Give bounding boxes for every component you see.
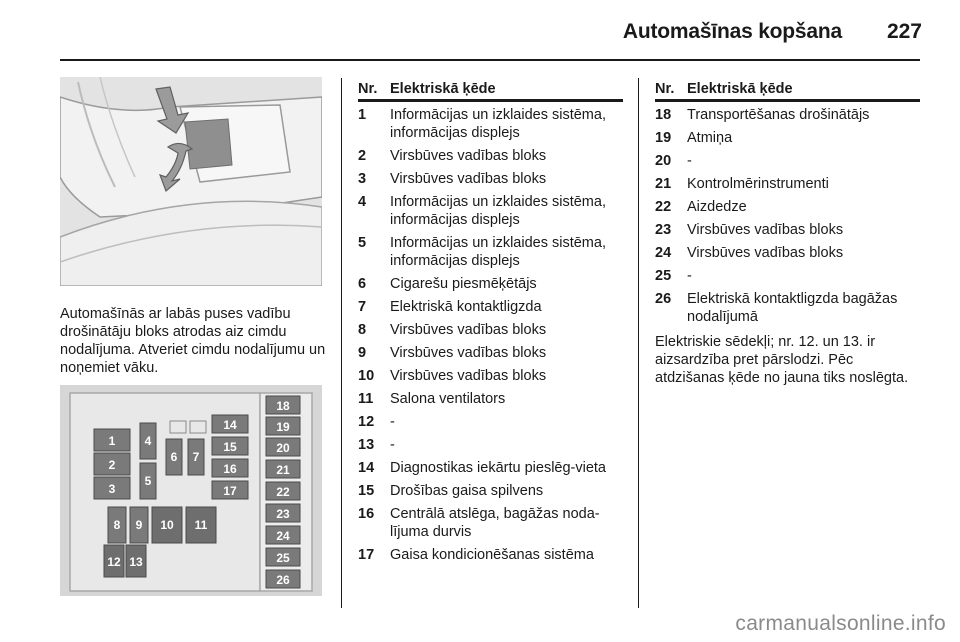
fuse-label: 19	[276, 420, 290, 434]
fuse-22	[266, 482, 300, 500]
fuse-number: 24	[655, 245, 672, 261]
caption-text: Automašīnās ar labās puses vadību drošinātāju bloks atrodas aiz cimdu nodalījuma. Atveriet cimdu nodalījumu un noņemiet vāku.	[60, 306, 326, 376]
fuse-number: 14	[358, 460, 375, 476]
circuit-description: Elektriskā kontaktligzda bagāžas nodalījumā	[687, 291, 898, 325]
table-row	[358, 106, 623, 142]
circuit-description: Virsbūves vadības bloks	[687, 245, 844, 261]
table-row	[655, 290, 920, 326]
fuse-label: 16	[223, 462, 237, 476]
header-rule	[60, 59, 920, 61]
fuse-10	[152, 507, 182, 543]
col-nr-header: Nr.	[358, 81, 378, 97]
fuse-12	[104, 545, 124, 577]
fuse-label: 21	[276, 463, 290, 477]
table-row	[358, 321, 623, 339]
fuse-number: 9	[358, 345, 367, 361]
circuit-description: Virsbūves vadības bloks	[390, 171, 547, 187]
circuit-description: -	[687, 268, 692, 284]
table-row	[358, 234, 623, 270]
fuse-number: 2	[358, 148, 367, 164]
table-row	[655, 198, 920, 216]
table-row	[358, 147, 623, 165]
table-row	[655, 152, 920, 170]
fuse-label: 24	[276, 529, 290, 543]
fuse-number: 20	[655, 153, 672, 169]
fuse-number: 5	[358, 235, 367, 251]
circuit-description: Drošības gaisa spilvens	[390, 483, 544, 499]
circuit-description: -	[390, 437, 395, 453]
fuse-23	[266, 504, 300, 522]
fuse-number: 23	[655, 222, 672, 238]
fuse-label: 15	[223, 440, 237, 454]
circuit-description: Gaisa kondicionēšanas sistēma	[390, 547, 594, 563]
fuse-17	[212, 481, 248, 499]
table-row	[358, 298, 623, 316]
circuit-description: Aizdedze	[687, 199, 747, 215]
fuse-number: 4	[358, 194, 367, 210]
fuse-number: 21	[655, 176, 672, 192]
fuse-26	[266, 570, 300, 588]
fuse-number: 8	[358, 322, 367, 338]
table-row	[358, 459, 623, 477]
fuse-8	[108, 507, 126, 543]
circuit-description: Informācijas un izklaides sistēma, informācijas displejs	[390, 194, 606, 228]
fuse-label: 20	[276, 441, 290, 455]
circuit-description: Kontrolmērinstrumenti	[687, 176, 829, 192]
table-row	[655, 129, 920, 147]
circuit-description: Diagnostikas iekārtu pieslēg-vieta	[390, 460, 606, 476]
circuit-description: -	[390, 414, 395, 430]
fuse-number: 13	[358, 437, 375, 453]
fuse-number: 7	[358, 299, 367, 315]
fuse-label: 8	[113, 518, 121, 532]
fuse-number: 26	[655, 291, 672, 307]
fuse-25	[266, 548, 300, 566]
fuse-number: 19	[655, 130, 672, 146]
table-row	[358, 546, 623, 564]
table-row	[358, 367, 623, 385]
circuit-description: Transportēšanas drošinātājs	[687, 107, 870, 123]
fuse-label: 9	[135, 518, 143, 532]
fuse-label: 10	[160, 518, 174, 532]
note-text: Elektriskie sēdekļi; nr. 12. un 13. ir aizsardzība pret pārslodzi. Pēc atdzišanas ķēde no jauna tiks noslēgta.	[655, 334, 909, 386]
circuit-description: Virsbūves vadības bloks	[390, 322, 547, 338]
table-row	[358, 344, 623, 362]
fuse-11	[186, 507, 216, 543]
fuse-label: 17	[223, 484, 237, 498]
table-row	[358, 275, 623, 293]
col-nr-header: Nr.	[655, 81, 675, 97]
fuse-label: 13	[129, 555, 143, 569]
table-row	[655, 221, 920, 239]
table-row	[358, 482, 623, 500]
fuse-label: 1	[108, 434, 116, 448]
fuse-number: 16	[358, 506, 375, 522]
fuse-2	[94, 453, 130, 475]
fuse-label: 7	[192, 450, 200, 464]
watermark: carmanualsonline.info	[735, 612, 946, 635]
fuse-number: 1	[358, 107, 367, 123]
fuse-13	[126, 545, 146, 577]
fuse-6	[166, 439, 182, 475]
fuse-14	[212, 415, 248, 433]
fuse-number: 22	[655, 199, 672, 215]
fuse-7	[188, 439, 204, 475]
fuse-number: 15	[358, 483, 375, 499]
fuse-number: 12	[358, 414, 375, 430]
fuse-18	[266, 396, 300, 414]
page-header	[0, 0, 960, 62]
section-title: Automašīnas kopšana	[622, 20, 842, 43]
fuse-number: 11	[358, 391, 374, 407]
fuse-19	[266, 417, 300, 435]
fuse-5	[140, 463, 156, 499]
fuse-number: 18	[655, 107, 672, 123]
fuse-label: 4	[144, 434, 152, 448]
fuse-box-diagram	[60, 385, 322, 596]
fuse-3	[94, 477, 130, 499]
table-row	[655, 244, 920, 262]
fuse-21	[266, 460, 300, 478]
table-row	[655, 175, 920, 193]
circuit-description: -	[687, 153, 692, 169]
page-number: 227	[886, 20, 922, 43]
fuse-label: 26	[276, 573, 290, 587]
table-row	[358, 413, 623, 431]
circuit-description: Informācijas un izklaides sistēma, informācijas displejs	[390, 107, 606, 141]
circuit-description: Virsbūves vadības bloks	[687, 222, 844, 238]
fuse-label: 22	[276, 485, 290, 499]
table-row	[655, 106, 920, 124]
fuse-number: 3	[358, 171, 367, 187]
circuit-description: Virsbūves vadības bloks	[390, 345, 547, 361]
circuit-description: Virsbūves vadības bloks	[390, 368, 547, 384]
fuse-label: 25	[276, 551, 290, 565]
table-row	[358, 505, 623, 541]
table-row	[358, 390, 623, 408]
circuit-description: Virsbūves vadības bloks	[390, 148, 547, 164]
fuse-number: 25	[655, 268, 672, 284]
fuse-label: 11	[194, 518, 208, 532]
table-header	[655, 80, 920, 102]
table-row	[358, 193, 623, 229]
fuse-1	[94, 429, 130, 451]
fuse-20	[266, 438, 300, 456]
fuse-number: 10	[358, 368, 375, 384]
fuse-4	[140, 423, 156, 459]
circuit-description: Elektriskā kontaktligzda	[390, 299, 542, 315]
circuit-description: Centrālā atslēga, bagāžas noda-lījuma durvis	[390, 506, 600, 540]
fuse-table-right	[655, 80, 920, 331]
table-row	[655, 267, 920, 285]
table-row	[358, 436, 623, 454]
fuse-9	[130, 507, 148, 543]
fuse-label: 5	[144, 474, 152, 488]
glovebox-illustration	[60, 77, 322, 286]
col-circuit-header: Elektriskā ķēde	[687, 81, 793, 97]
fuse-label: 23	[276, 507, 290, 521]
circuit-description: Salona ventilators	[390, 391, 506, 407]
circuit-description: Informācijas un izklaides sistēma, informācijas displejs	[390, 235, 606, 269]
col-circuit-header: Elektriskā ķēde	[390, 81, 496, 97]
fuse-label: 14	[223, 418, 237, 432]
fuse-label: 2	[108, 458, 116, 472]
fuse-24	[266, 526, 300, 544]
fuse-number: 6	[358, 276, 367, 292]
fuse-number: 17	[358, 547, 375, 563]
fuse-16	[212, 459, 248, 477]
fuse-label: 18	[276, 399, 290, 413]
circuit-description: Cigarešu piesmēķētājs	[390, 276, 537, 292]
fuse-label: 3	[108, 482, 116, 496]
fuse-table-left	[358, 80, 623, 569]
column-divider-right	[638, 78, 639, 608]
fuse-15	[212, 437, 248, 455]
fuse-label: 6	[170, 450, 178, 464]
circuit-description: Atmiņa	[687, 130, 733, 146]
table-header	[358, 80, 623, 102]
column-divider-left	[341, 78, 342, 608]
fuse-label: 12	[107, 555, 121, 569]
table-row	[358, 170, 623, 188]
